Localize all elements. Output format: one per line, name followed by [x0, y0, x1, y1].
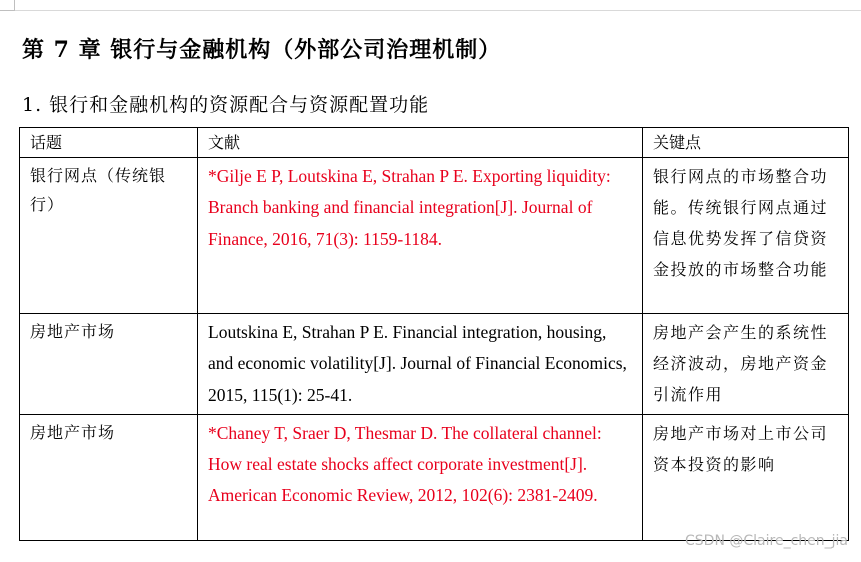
row-topic: 银行网点（传统银行）	[20, 158, 198, 314]
row-key-point: 房地产市场对上市公司资本投资的影响	[643, 414, 849, 540]
table-row	[20, 314, 849, 415]
row-topic: 房地产市场	[20, 314, 198, 415]
chapter-title: 第 7 章 银行与金融机构（外部公司治理机制）	[22, 37, 502, 63]
row-topic: 房地产市场	[20, 414, 198, 540]
table-header-row	[20, 128, 849, 158]
section-heading: 1. 银行和金融机构的资源配合与资源配置功能	[22, 94, 430, 116]
row-key-point: 银行网点的市场整合功能。传统银行网点通过信息优势发挥了信贷资金投放的市场整合功能	[643, 158, 849, 314]
literature-table	[19, 127, 849, 541]
row-reference: *Chaney T, Sraer D, Thesmar D. The collateral channel: How real estate shocks affect corporate investment[J]. American Economic Review, 2012, 102(6): 2381-2409.	[198, 414, 643, 540]
header-reference: 文献	[198, 128, 643, 158]
header-topic: 话题	[20, 128, 198, 158]
csdn-watermark: CSDN @Claire_chen_jia	[685, 533, 848, 549]
row-reference: *Gilje E P, Loutskina E, Strahan P E. Exporting liquidity: Branch banking and financial integration[J]. Journal of Finance, 2016, 71(3): 1159-1184.	[198, 158, 643, 314]
row-reference: Loutskina E, Strahan P E. Financial integration, housing, and economic volatility[J]. Journal of Financial Economics, 2015, 115(1): 25-41.	[198, 314, 643, 415]
page-top-rule	[0, 10, 861, 11]
table-row	[20, 414, 849, 540]
row-key-point: 房地产会产生的系统性经济波动，房地产资金引流作用	[643, 314, 849, 415]
header-key-point: 关键点	[643, 128, 849, 158]
page-corner-mark	[0, 0, 15, 11]
table-row	[20, 158, 849, 314]
